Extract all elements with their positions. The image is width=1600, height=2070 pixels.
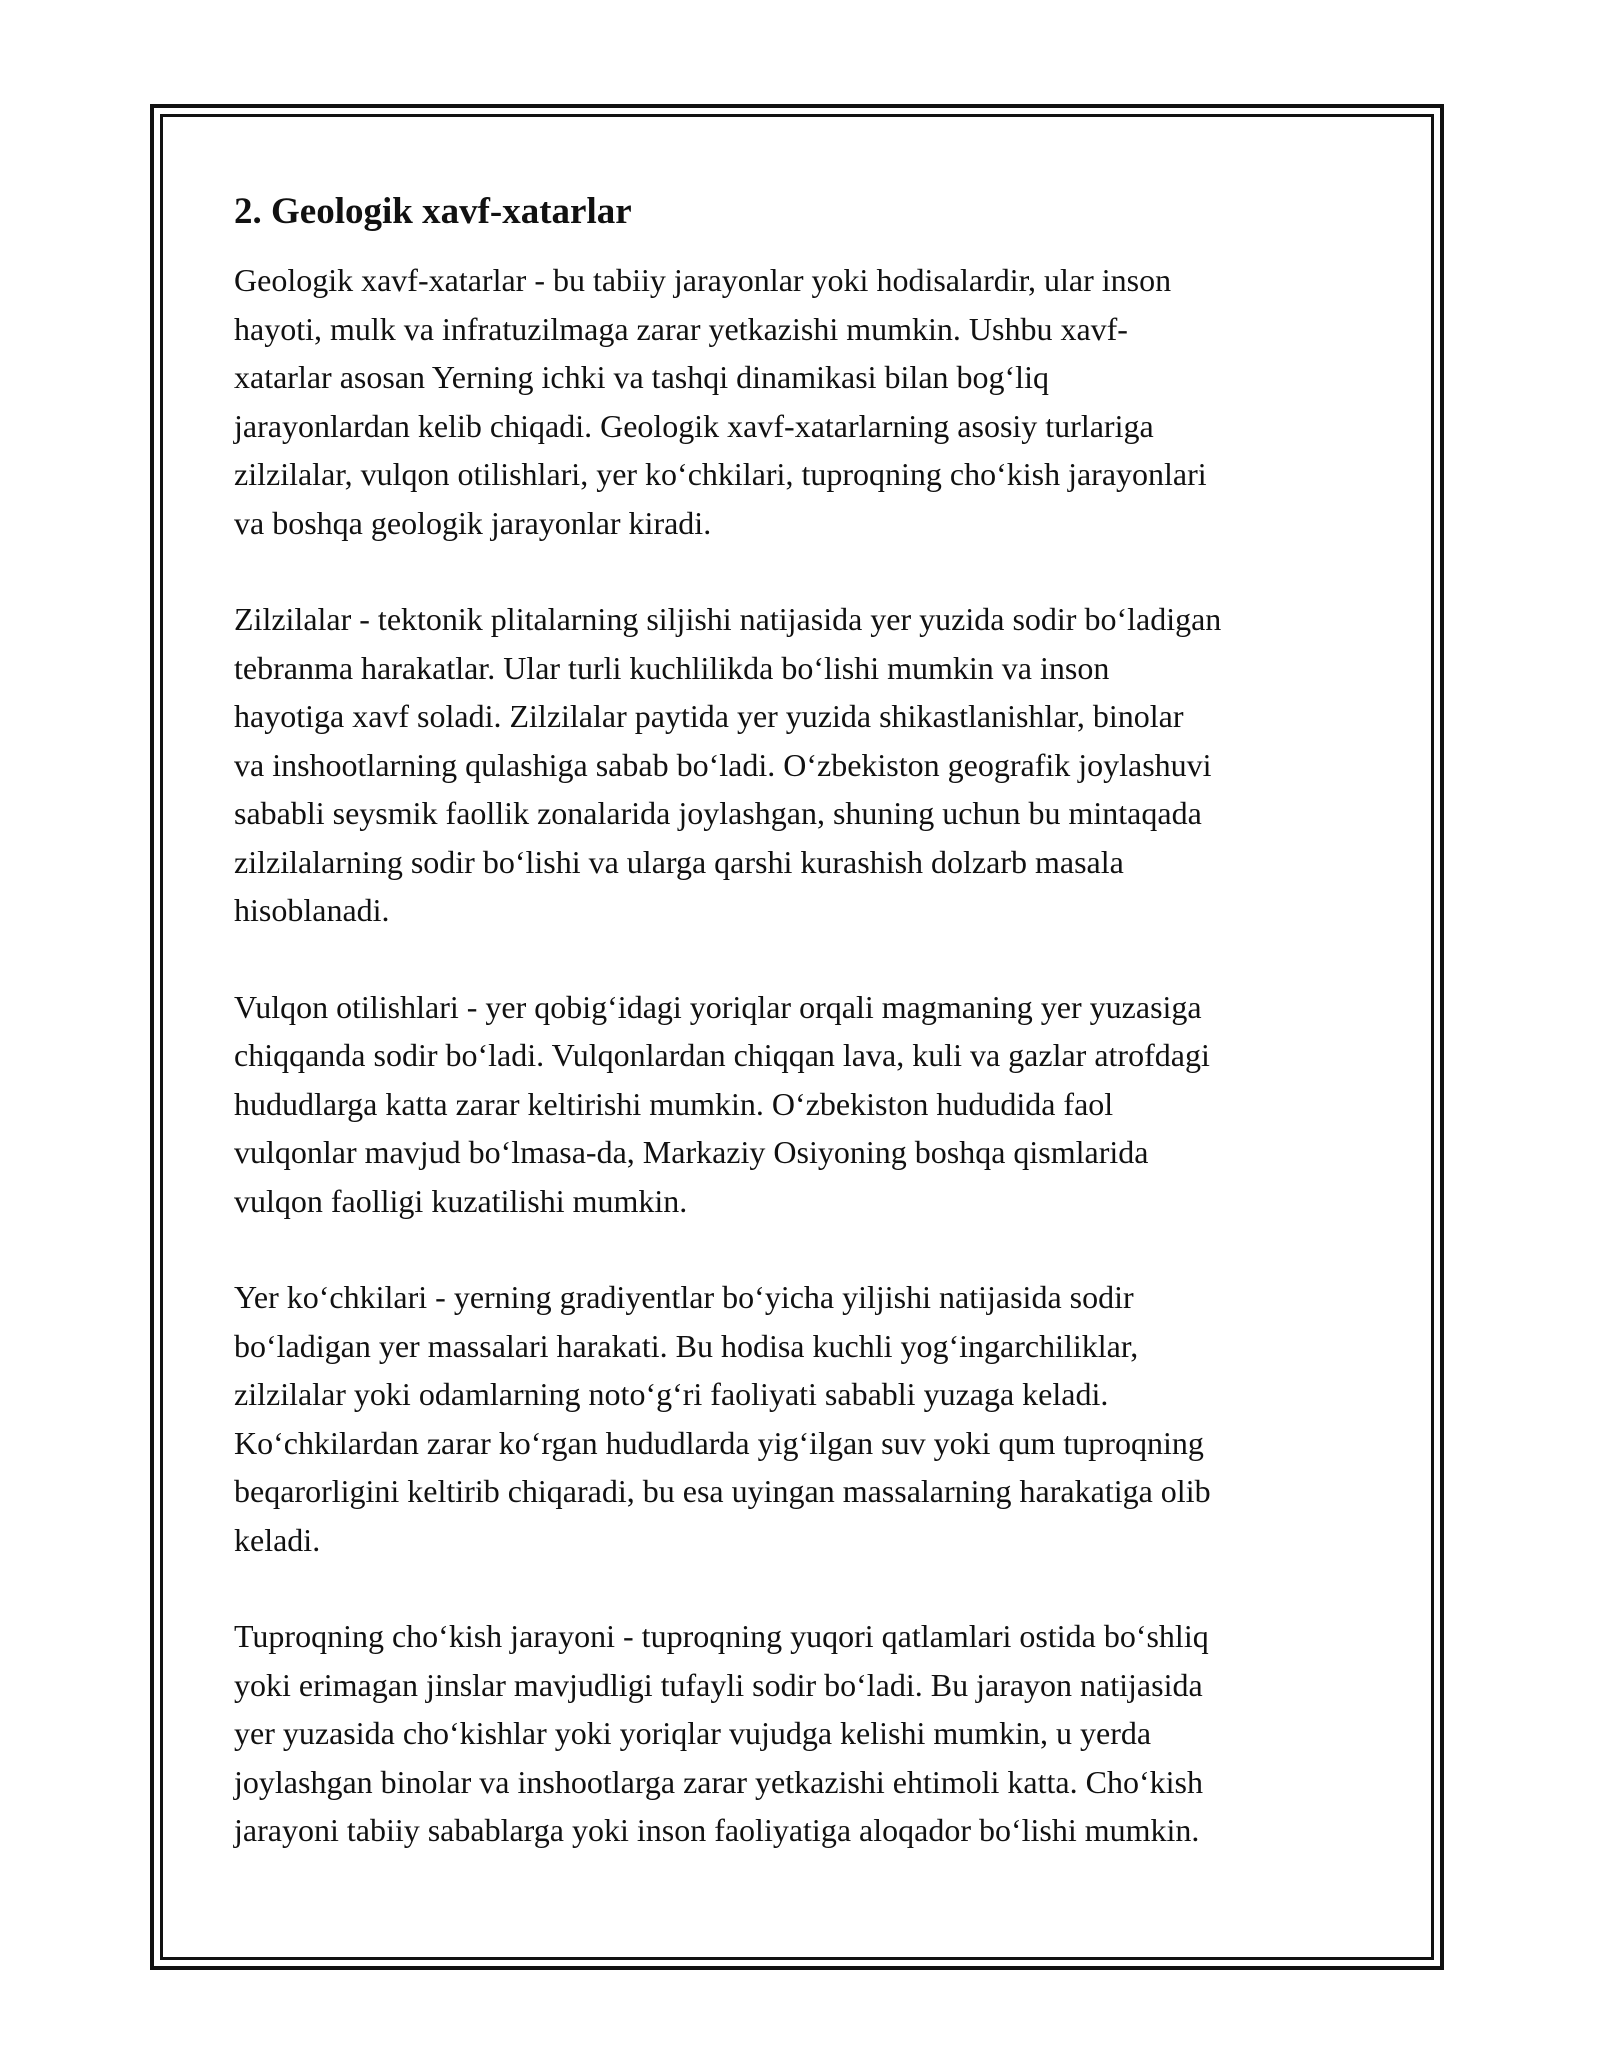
text-line: jarayoni tabiiy sabablarga yoki inson faoliyatiga aloqador bo‘lishi mumkin. bbox=[234, 1812, 1200, 1848]
text-line: Geologik xavf-xatarlar - bu tabiiy jarayonlar yoki hodisalardir, ular inson bbox=[234, 262, 1172, 298]
text-line: chiqqanda sodir bo‘ladi. Vulqonlardan chiqqan lava, kuli va gazlar atrofdagi bbox=[234, 1037, 1210, 1073]
text-line: zilzilalar yoki odamlarning noto‘g‘ri faoliyati sababli yuzaga keladi. bbox=[234, 1376, 1109, 1412]
text-line: hududlarga katta zarar keltirishi mumkin. O‘zbekiston hududida faol bbox=[234, 1085, 1114, 1122]
text-line: hayoti, mulk va infratuzilmaga zarar yetkazishi mumkin. Ushbu xavf- bbox=[234, 310, 1128, 347]
text-line: jarayonlardan kelib chiqadi. Geologik xavf-xatarlarning asosiy turlariga bbox=[234, 407, 1154, 444]
paragraph-landslides bbox=[234, 1273, 1374, 1564]
text-line: yer yuzasida cho‘kishlar yoki yoriqlar vujudga kelishi mumkin, u yerda bbox=[234, 1715, 1152, 1751]
text-line: Yer ko‘chkilari - yerning gradiyentlar bo‘yicha yiljishi natijasida sodir bbox=[234, 1279, 1134, 1315]
text-line: va inshootlarning qulashiga sabab bo‘ladi. O‘zbekiston geografik joylashuvi bbox=[234, 746, 1212, 783]
text-line: beqarorligini keltirib chiqaradi, bu esa uyingan massalarning harakatiga olib bbox=[234, 1473, 1211, 1509]
text-line: yoki erimagan jinslar mavjudligi tufayli sodir bo‘ladi. Bu jarayon natijasida bbox=[234, 1666, 1203, 1703]
text-line: vulqonlar mavjud bo‘lmasa-da, Markaziy Osiyoning boshqa qismlarida bbox=[234, 1134, 1149, 1170]
text-line: hayotiga xavf soladi. Zilzilalar paytida yer yuzida shikastlanishlar, binolar bbox=[234, 698, 1184, 734]
text-line: hisoblanadi. bbox=[234, 892, 390, 928]
text-line: zilzilalarning sodir bo‘lishi va ularga qarshi kurashish dolzarb masala bbox=[234, 843, 1124, 880]
text-line: Ko‘chkilardan zarar ko‘rgan hududlarda yig‘ilgan suv yoki qum tuproqning bbox=[234, 1424, 1204, 1461]
text-line: Vulqon otilishlari - yer qobig‘idagi yoriqlar orqali magmaning yer yuzasiga bbox=[234, 988, 1202, 1025]
text-line: vulqon faolligi kuzatilishi mumkin. bbox=[234, 1182, 688, 1219]
document-body bbox=[234, 186, 1374, 1903]
text-line: sababli seysmik faollik zonalarida joylashgan, shuning uchun bu mintaqada bbox=[234, 795, 1202, 831]
text-line: va boshqa geologik jarayonlar kiradi. bbox=[234, 504, 712, 541]
text-line: Tuproqning cho‘kish jarayoni - tuproqning yuqori qatlamlari ostida bo‘shliq bbox=[234, 1618, 1209, 1654]
text-line: Zilzilalar - tektonik plitalarning siljishi natijasida yer yuzida sodir bo‘ladigan bbox=[234, 601, 1222, 637]
section-heading: 2. Geologik xavf-xatarlar bbox=[234, 191, 632, 232]
text-line: xatarlar asosan Yerning ichki va tashqi dinamikasi bilan bog‘liq bbox=[234, 359, 1049, 395]
text-line: tebranma harakatlar. Ular turli kuchlilikda bo‘lishi mumkin va inson bbox=[234, 649, 1110, 686]
paragraph-intro bbox=[234, 256, 1374, 547]
text-line: bo‘ladigan yer massalari harakati. Bu hodisa kuchli yog‘ingarchiliklar, bbox=[234, 1327, 1139, 1364]
text-line: keladi. bbox=[234, 1521, 321, 1558]
paragraph-subsidence bbox=[234, 1612, 1374, 1855]
text-line: zilzilalar, vulqon otilishlari, yer ko‘chkilari, tuproqning cho‘kish jarayonlari bbox=[234, 456, 1207, 492]
text-line: joylashgan binolar va inshootlarga zarar yetkazishi ehtimoli katta. Cho‘kish bbox=[234, 1763, 1203, 1800]
paragraph-earthquakes bbox=[234, 595, 1374, 935]
paragraph-volcanoes bbox=[234, 983, 1374, 1226]
